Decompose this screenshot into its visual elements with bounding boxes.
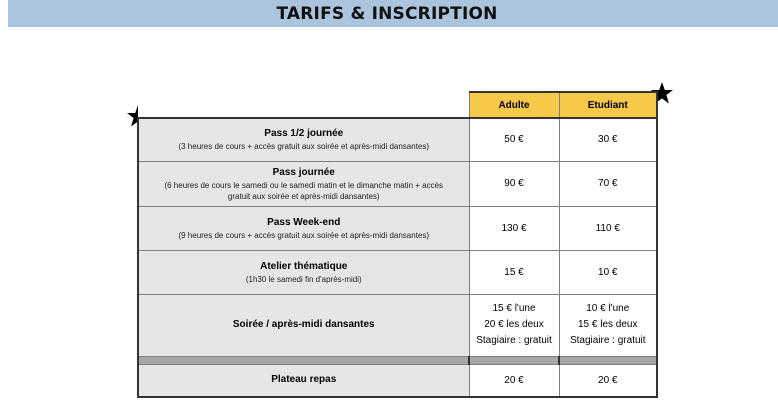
price-line: 20 € les deux <box>484 319 544 330</box>
page-title: TARIFS & INSCRIPTION <box>276 3 498 24</box>
price-etudiant: 20 € <box>559 364 657 397</box>
price-line: 10 € l'une <box>586 303 630 314</box>
row-subtitle: (1h30 le samedi fin d'après-midi) <box>245 274 362 284</box>
price-line: Stagiaire : gratuit <box>569 335 646 346</box>
price-etudiant: 30 € <box>559 118 657 161</box>
price-etudiant <box>559 294 657 356</box>
row-subtitle: (9 heures de cours + accès gratuit aux soirée et après-midi dansantes) <box>178 230 430 240</box>
column-header-etudiant: Etudiant <box>559 92 657 118</box>
row-title: Plateau repas <box>271 374 337 386</box>
price-adulte: 90 € <box>469 161 559 206</box>
row-title: Pass 1/2 journée <box>264 128 344 140</box>
table-row <box>138 294 657 356</box>
separator-cell <box>138 356 469 364</box>
empty-corner-cell <box>138 92 469 118</box>
row-description <box>138 161 469 206</box>
pricing-table <box>137 91 658 398</box>
header-bar <box>8 0 778 27</box>
price-adulte <box>469 294 559 356</box>
row-description <box>138 118 469 161</box>
price-line: Stagiaire : gratuit <box>476 335 552 346</box>
row-title: Atelier thématique <box>260 260 348 272</box>
table-row <box>138 118 657 161</box>
table-row <box>138 161 657 206</box>
table-header-row <box>138 92 657 118</box>
price-line: 15 € l'une <box>492 303 536 314</box>
row-title: Soirée / après-midi dansantes <box>232 319 375 330</box>
price-etudiant: 110 € <box>559 206 657 250</box>
separator-cell <box>559 356 657 364</box>
row-subtitle: (3 heures de cours + accès gratuit aux soirée et après-midi dansantes) <box>178 142 430 152</box>
row-description <box>138 364 469 397</box>
row-title: Pass journée <box>272 166 335 178</box>
price-adulte: 50 € <box>469 118 559 161</box>
table-row <box>138 250 657 294</box>
price-adulte: 20 € <box>469 364 559 397</box>
row-subtitle: gratuit aux soirée et après-midi dansantes) <box>227 191 380 201</box>
price-line: 15 € les deux <box>578 319 638 330</box>
column-header-adulte: Adulte <box>469 92 559 118</box>
row-description <box>138 250 469 294</box>
row-subtitle: (6 heures de cours le samedi ou le samedi matin et le dimanche matin + accès <box>164 180 444 190</box>
separator-cell <box>469 356 559 364</box>
table-row <box>138 364 657 397</box>
row-title: Pass Week-end <box>267 216 341 228</box>
price-adulte: 15 € <box>469 250 559 294</box>
separator-row <box>138 356 657 364</box>
row-description <box>138 294 469 356</box>
price-adulte: 130 € <box>469 206 559 250</box>
price-etudiant: 10 € <box>559 250 657 294</box>
table-row <box>138 206 657 250</box>
price-etudiant: 70 € <box>559 161 657 206</box>
row-description <box>138 206 469 250</box>
